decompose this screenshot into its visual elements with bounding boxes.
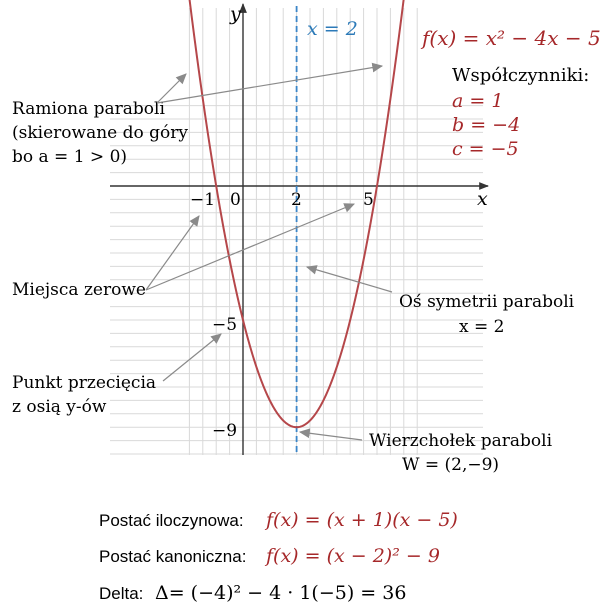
tick-y-minus5: −5 <box>212 315 238 335</box>
tick-y-minus9: −9 <box>212 421 238 441</box>
tick-x-5: 5 <box>363 190 374 210</box>
annotation-symmetry-line2: x = 2 <box>459 317 505 337</box>
delta-label: Delta: <box>99 584 144 603</box>
symmetry-label: x = 2 <box>307 18 358 40</box>
equation: f(x) = x² − 4x − 5 <box>422 26 601 50</box>
delta-expr: Δ= (−4)² − 4 · 1(−5) = 36 <box>155 582 407 604</box>
tick-x-2: 2 <box>291 190 302 210</box>
canonical-form-expr: f(x) = (x − 2)² − 9 <box>266 545 440 567</box>
coefficients-title: Współczynniki: <box>452 65 590 86</box>
tick-x-minus1: −1 <box>190 190 216 210</box>
annotation-intercept-line2: z osią y-ów <box>12 397 107 417</box>
annotation-vertex-line2: W = (2,−9) <box>402 455 500 475</box>
canonical-form-label: Postać kanoniczna: <box>99 547 247 566</box>
coefficient-b: b = −4 <box>452 114 521 136</box>
annotation-arms-line1: Ramiona paraboli <box>12 99 165 119</box>
annotation-zeros: Miejsca zerowe <box>12 280 146 300</box>
coefficient-a: a = 1 <box>452 90 504 112</box>
annotation-vertex-line1: Wierzchołek paraboli <box>369 431 553 451</box>
annotation-symmetry-line1: Oś symetrii paraboli <box>399 292 575 312</box>
annotation-arms-line2: (skierowane do góry <box>12 123 188 143</box>
factored-form-expr: f(x) = (x + 1)(x − 5) <box>266 509 458 531</box>
coefficient-c: c = −5 <box>452 138 519 160</box>
arrow-vertex <box>300 432 362 440</box>
y-axis-label: y <box>230 3 241 25</box>
factored-form-label: Postać iloczynowa: <box>99 511 244 530</box>
x-axis-label: x <box>477 188 488 210</box>
annotation-intercept-line1: Punkt przecięcia <box>12 373 157 393</box>
tick-x-0: 0 <box>230 190 241 210</box>
annotation-arms-line3: bo a = 1 > 0) <box>12 147 128 167</box>
